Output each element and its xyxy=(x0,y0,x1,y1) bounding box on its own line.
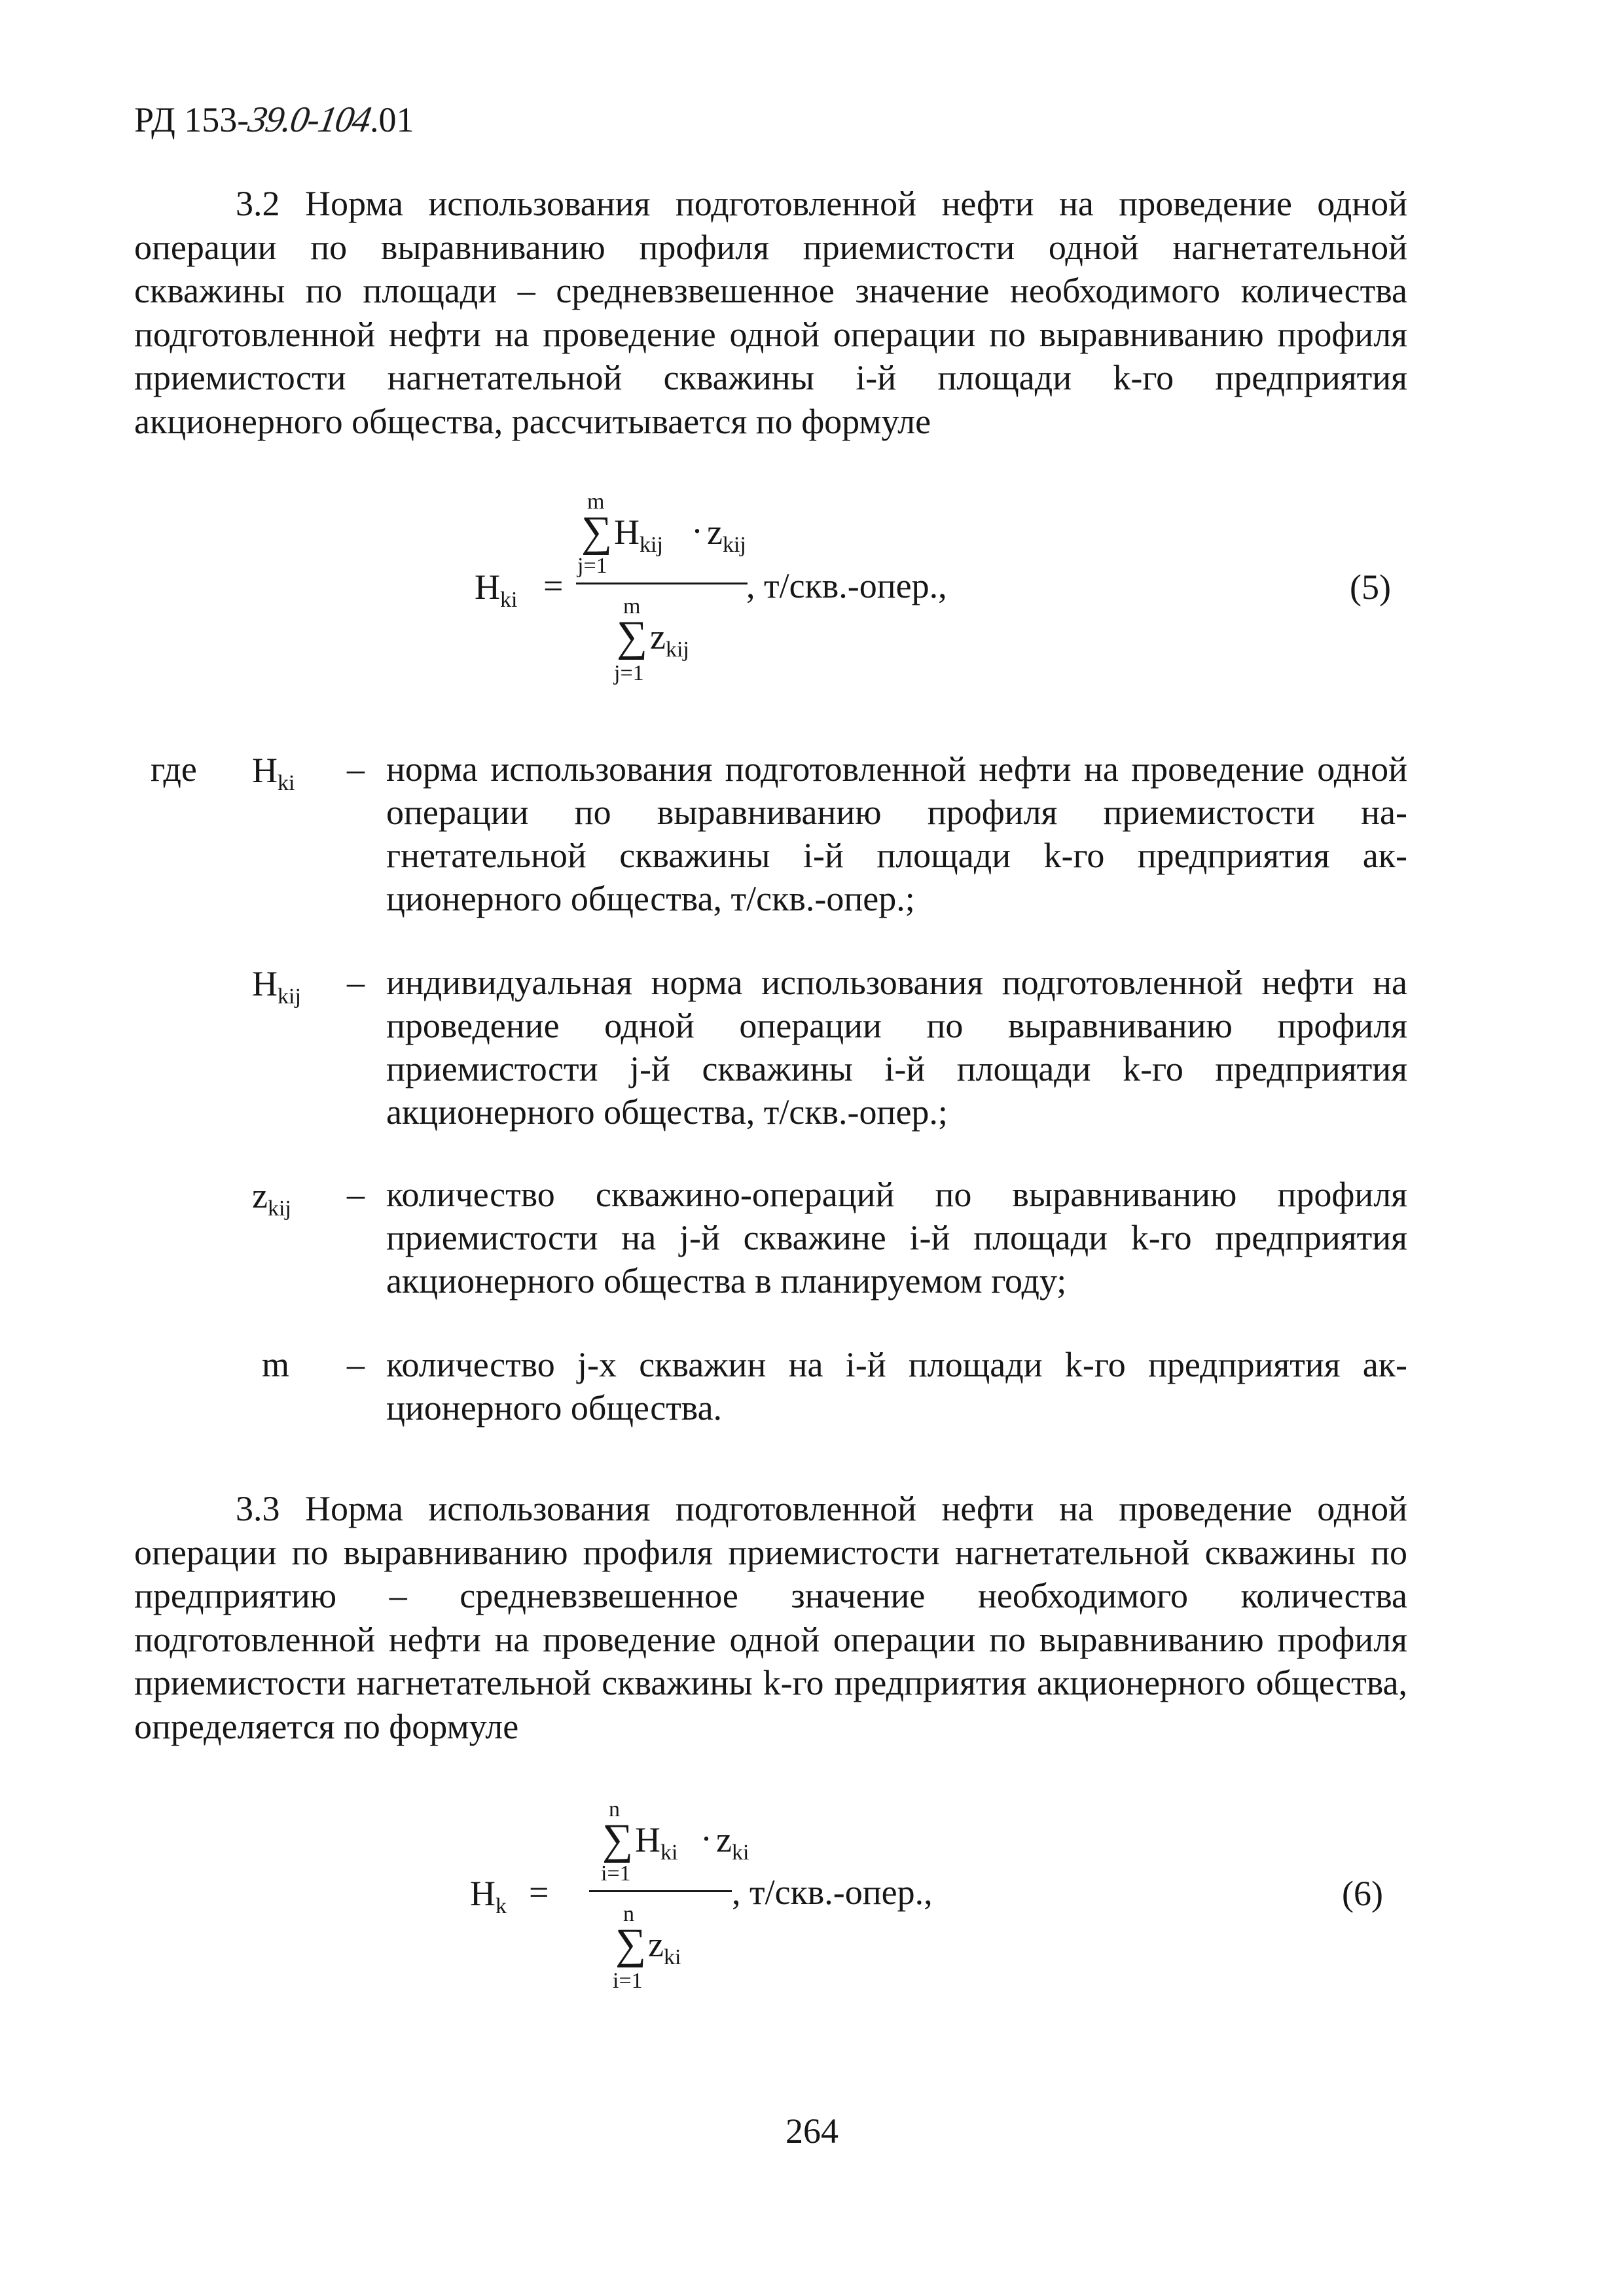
formula-5-unit: , т/скв.-опер., xyxy=(746,566,947,605)
definition-symbol: $H_{ki}$ xyxy=(252,751,295,795)
formula-6-num-dot: · xyxy=(700,1819,712,1858)
formula-5-den-sum-bottom: j=1 xyxy=(614,661,644,685)
definition-text: количество скважино-операций по выравниванию профиля приемистости на j-й скважине i-й площади k-го предприятия акционерного общества в планируемом году; xyxy=(386,1175,1407,1300)
document-code-suffix: .01 xyxy=(369,100,414,139)
paragraph-3-3-number: 3.3 xyxy=(236,1489,280,1528)
definition-text: норма использования подготовленной нефти на проведение одной операции по выравниванию профиля приемистости нагнетательной скважины i-й площади k-го предприятия акционерного общества, т/скв.-опер.; xyxy=(386,749,1407,918)
document-code-prefix: РД 153- xyxy=(134,100,249,139)
definition-symbol: $H_{kij}$ xyxy=(252,964,301,1009)
formula-5 xyxy=(0,491,1624,707)
paragraph-3-2-number: 3.2 xyxy=(236,184,280,223)
formula-5-fraction-bar xyxy=(576,583,748,584)
formula-6-equals: = xyxy=(529,1873,549,1912)
formula-6-den-term: $z_{ki}$ xyxy=(648,1925,681,1969)
paragraph-3-3-text: Норма использования подготовленной нефти на проведение одной операции по выравниванию профиля приемистости нагнетательной скважины по предприятию – средневзвешенное значение необходимого количества подготовленной нефти на проведение одной операции по выравниванию профиля приемистости нагнетательной скважины k-го предприятия акционерного общества, определяется по формуле xyxy=(134,1489,1408,1746)
formula-5-num-term2: $z_{kij}$ xyxy=(707,512,746,557)
formula-5-den-term: $z_{kij}$ xyxy=(650,617,689,662)
definition-text: индивидуальная норма использования подготовленной нефти на проведение одной операции по выравниванию профиля приемистости j-й скважины i-й площади k-го предприятия акционерного общества, т/скв.-опер.; xyxy=(386,963,1407,1132)
formula-5-equals: = xyxy=(543,566,564,605)
formula-6-num-sum-bottom: i=1 xyxy=(601,1861,631,1886)
definition-symbol: $z_{kij}$ xyxy=(252,1176,291,1221)
definition-text: количество j-х скважин на i-й площади k-го предприятия акционерного общества. xyxy=(386,1345,1407,1427)
formula-6-num-term2: $z_{ki}$ xyxy=(716,1820,749,1865)
formula-5-num-sum-top: m xyxy=(587,490,605,514)
formula-5-den-sigma: ∑ xyxy=(617,613,648,660)
where-label: где xyxy=(151,749,197,789)
formula-6-den-sum-top: n xyxy=(623,1902,634,1926)
formula-6-den-sigma: ∑ xyxy=(615,1920,647,1968)
formula-6-num-term1: $H_{ki}$ xyxy=(635,1820,678,1865)
formula-6-den-sum-bottom: i=1 xyxy=(613,1969,643,1993)
page-number: 264 xyxy=(785,2111,839,2151)
formula-6 xyxy=(0,1799,1624,2015)
definition-dash: – xyxy=(347,1345,365,1384)
formula-5-num-term1: $H_{kij}$ xyxy=(614,512,663,557)
formula-6-fraction-bar xyxy=(589,1890,732,1892)
formula-5-num-sigma: ∑ xyxy=(581,508,613,556)
definition-dash: – xyxy=(347,963,365,1002)
handwritten-code: 39.0-104 xyxy=(245,99,374,140)
paragraph-3-3 xyxy=(134,1487,1407,1748)
definition-dash: – xyxy=(347,749,365,789)
paragraph-3-2-text: Норма использования подготовленной нефти на проведение одной операции по выравниванию профиля приемистости одной нагнетательной скважины по площади – средневзвешенное значение необходимого количества подготовленной нефти на проведение одной операции по выравниванию профиля приемистости нагнетательной скважины i-й площади k-го предприятия акционерного общества, рассчитывается по формуле xyxy=(134,184,1408,441)
formula-5-num-sum-bottom: j=1 xyxy=(577,554,607,578)
formula-5-den-sum-top: m xyxy=(623,594,641,619)
document-code xyxy=(134,97,414,143)
formula-6-unit: , т/скв.-опер., xyxy=(732,1873,933,1912)
formula-6-lhs: $H_k$ xyxy=(470,1874,507,1918)
paragraph-3-2 xyxy=(134,182,1407,443)
formula-6-number: (6) xyxy=(1342,1874,1383,1913)
definition-dash: – xyxy=(347,1175,365,1214)
formula-5-lhs: $H_{ki}$ xyxy=(475,567,518,612)
definition-symbol: m xyxy=(262,1345,290,1384)
formula-6-num-sum-top: n xyxy=(609,1797,620,1821)
formula-5-number: (5) xyxy=(1350,567,1391,607)
formula-6-num-sigma: ∑ xyxy=(602,1816,634,1863)
formula-5-num-dot: · xyxy=(691,511,703,550)
